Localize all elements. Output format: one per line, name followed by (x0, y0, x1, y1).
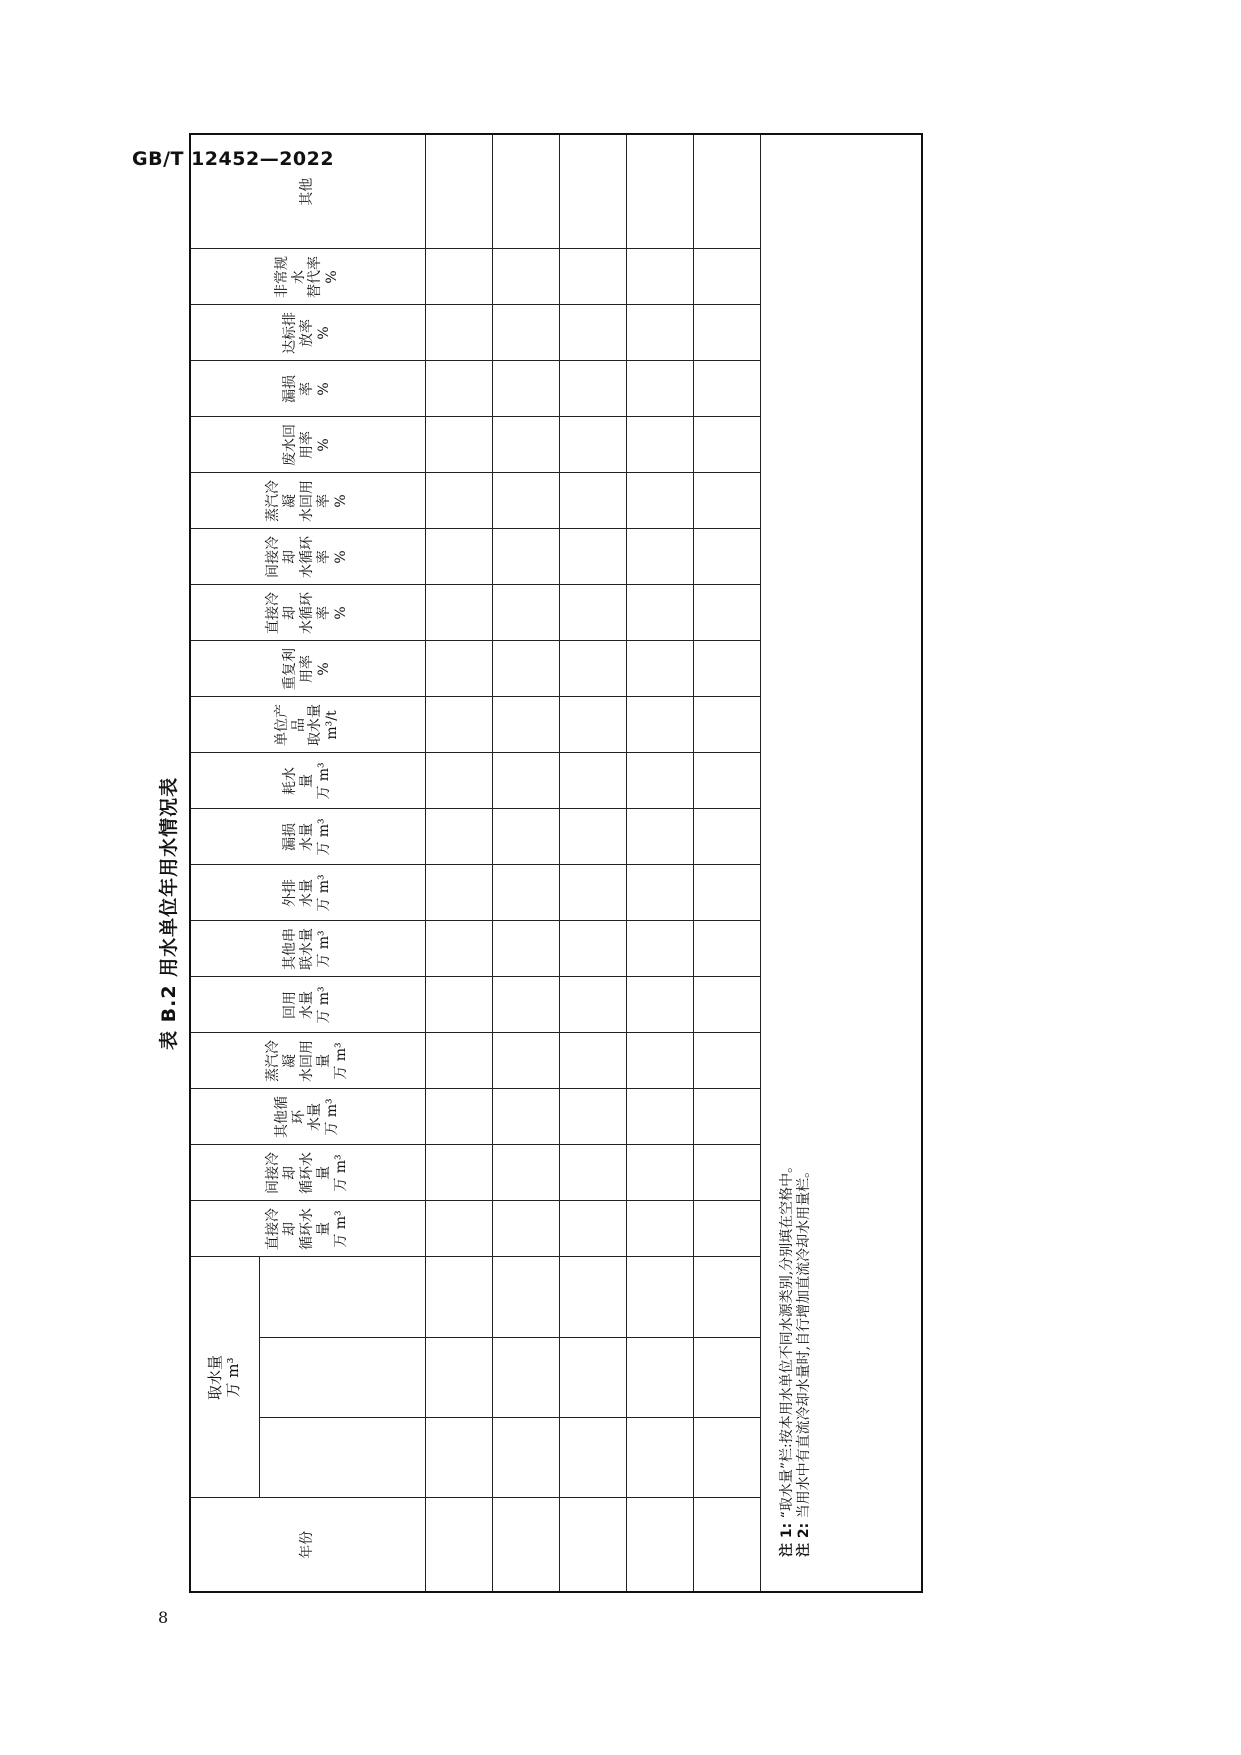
cell-intake-value[interactable] (694, 1258, 760, 1338)
cell-value[interactable] (559, 1089, 626, 1145)
water-usage-table (189, 133, 923, 1593)
header-line: 用率 (299, 431, 315, 459)
cell-value[interactable] (492, 134, 559, 249)
header-line: 万 m³ (315, 818, 332, 856)
cell-intake-value[interactable] (694, 1418, 760, 1498)
header-line: 其他循环 (273, 1096, 307, 1138)
cell-value[interactable] (492, 585, 559, 641)
cell-value[interactable] (693, 697, 760, 753)
cell-value[interactable] (559, 249, 626, 305)
header-col-13 (190, 473, 425, 529)
header-line: 外排 (282, 879, 299, 907)
cell-value[interactable] (559, 529, 626, 585)
table-row (492, 134, 559, 1592)
intake-source-subheader (259, 1418, 425, 1498)
cell-year[interactable] (626, 1498, 693, 1592)
cell-value[interactable] (492, 753, 559, 809)
cell-value[interactable] (425, 361, 492, 417)
cell-value[interactable] (693, 417, 760, 473)
cell-intake-value[interactable] (426, 1338, 492, 1418)
header-col-11 (190, 585, 425, 641)
cell-intake-value[interactable] (426, 1418, 492, 1498)
header-col-9 (190, 697, 425, 753)
header-line: 水循环率 (299, 536, 332, 578)
cell-intake-value[interactable] (694, 1338, 760, 1418)
cell-value[interactable] (425, 134, 492, 249)
cell-year[interactable] (693, 1498, 760, 1592)
header-line: % (315, 662, 332, 676)
cell-value[interactable] (626, 134, 693, 249)
cell-value[interactable] (693, 1201, 760, 1257)
cell-value[interactable] (559, 473, 626, 529)
cell-value[interactable] (693, 809, 760, 865)
water-usage-table-container (189, 177, 923, 1593)
cell-intake-value[interactable] (560, 1338, 626, 1418)
cell-value[interactable] (559, 1033, 626, 1089)
intake-source-subheader (259, 1338, 425, 1418)
header-col-12 (190, 529, 425, 585)
cell-value[interactable] (626, 249, 693, 305)
header-line: 万 m³ (315, 874, 332, 912)
header-line: % (332, 494, 349, 508)
table-row (626, 134, 693, 1592)
header-line: 量 (299, 774, 315, 788)
note-text: 当用水中有直流冷却水量时,自行增加直流冷却水用量栏。 (796, 1163, 812, 1519)
cell-value[interactable] (425, 305, 492, 361)
cell-intake-group (693, 1257, 760, 1498)
cell-year[interactable] (559, 1498, 626, 1592)
cell-value[interactable] (492, 361, 559, 417)
cell-value[interactable] (693, 305, 760, 361)
cell-value[interactable] (693, 753, 760, 809)
header-col-18 (190, 134, 425, 249)
table-header-row (190, 134, 425, 1592)
header-line: % (315, 438, 332, 452)
header-line: % (324, 270, 341, 284)
header-col-8 (190, 753, 425, 809)
header-line: 单位产品 (273, 704, 307, 746)
header-line: 漏损 (282, 375, 299, 403)
cell-value[interactable] (559, 585, 626, 641)
cell-intake-value[interactable] (493, 1258, 559, 1338)
cell-value[interactable] (425, 1033, 492, 1089)
header-line: 非常规水 (273, 256, 307, 298)
cell-value[interactable] (425, 921, 492, 977)
note-line (779, 145, 797, 1557)
cell-value[interactable] (626, 1201, 693, 1257)
cell-value[interactable] (492, 305, 559, 361)
note-label: 注 1: (778, 1522, 795, 1557)
header-line: 水量 (299, 823, 315, 851)
header-line: 万 m³ (315, 930, 332, 968)
header-line: 万 m³ (315, 986, 332, 1024)
intake-source-subheader (259, 1258, 425, 1338)
cell-value[interactable] (693, 585, 760, 641)
cell-value[interactable] (559, 865, 626, 921)
cell-value[interactable] (626, 305, 693, 361)
header-col-15 (190, 361, 425, 417)
header-line: 循环水量 (299, 1152, 332, 1194)
header-col-2 (190, 1089, 425, 1145)
cell-value[interactable] (693, 249, 760, 305)
cell-value[interactable] (693, 921, 760, 977)
cell-value[interactable] (425, 473, 492, 529)
header-col-16 (190, 305, 425, 361)
cell-value[interactable] (626, 417, 693, 473)
header-line: 水量 (299, 879, 315, 907)
cell-value[interactable] (425, 1201, 492, 1257)
intake-label-cell (191, 1258, 259, 1498)
cell-value[interactable] (559, 361, 626, 417)
header-line: 万 m³ (324, 1098, 341, 1136)
cell-value[interactable] (425, 1089, 492, 1145)
cell-value[interactable] (626, 529, 693, 585)
header-line: % (332, 606, 349, 620)
cell-value[interactable] (693, 865, 760, 921)
cell-value[interactable] (425, 753, 492, 809)
cell-value[interactable] (626, 1145, 693, 1201)
table-row (559, 134, 626, 1592)
header-line: 放率 (299, 319, 315, 347)
header-line: 间接冷却 (265, 536, 299, 578)
cell-value[interactable] (492, 1145, 559, 1201)
header-line: % (332, 550, 349, 564)
header-line: 蒸汽冷凝 (265, 1040, 299, 1082)
cell-value[interactable] (626, 473, 693, 529)
table-row (693, 134, 760, 1592)
header-line: 替代率 (307, 256, 324, 298)
cell-intake-group (626, 1257, 693, 1498)
header-year: 年份 (190, 1498, 425, 1592)
cell-intake-value[interactable] (560, 1418, 626, 1498)
header-line: 其他串 (282, 928, 299, 970)
page-number: 8 (158, 1608, 169, 1627)
cell-value[interactable] (626, 1033, 693, 1089)
cell-intake-value[interactable] (627, 1418, 693, 1498)
cell-value[interactable] (492, 977, 559, 1033)
cell-value[interactable] (425, 697, 492, 753)
cell-value[interactable] (693, 473, 760, 529)
cell-value[interactable] (559, 305, 626, 361)
header-line: 万 m³ (315, 762, 332, 800)
header-line: 重复利 (282, 648, 299, 690)
cell-value[interactable] (693, 529, 760, 585)
cell-value[interactable] (626, 753, 693, 809)
cell-year[interactable] (492, 1498, 559, 1592)
header-line: 循环水量 (299, 1208, 332, 1250)
cell-value[interactable] (559, 977, 626, 1033)
cell-value[interactable] (559, 134, 626, 249)
cell-value[interactable] (559, 921, 626, 977)
cell-value[interactable] (626, 977, 693, 1033)
cell-value[interactable] (559, 753, 626, 809)
cell-value[interactable] (425, 1145, 492, 1201)
cell-value[interactable] (559, 697, 626, 753)
cell-intake-value[interactable] (560, 1258, 626, 1338)
header-line: 万 m³ (332, 1154, 349, 1192)
cell-value[interactable] (492, 473, 559, 529)
intake-unit: 万 m³ (224, 1357, 242, 1398)
header-line: 水量 (307, 1103, 324, 1131)
note-label: 注 2: (796, 1522, 812, 1557)
cell-value[interactable] (693, 641, 760, 697)
cell-value[interactable] (693, 1145, 760, 1201)
header-col-14 (190, 417, 425, 473)
cell-value[interactable] (626, 921, 693, 977)
cell-value[interactable] (425, 977, 492, 1033)
cell-value[interactable] (425, 249, 492, 305)
table-notes-row (760, 134, 922, 1592)
header-col-5 (190, 921, 425, 977)
header-line: 直接冷却 (265, 592, 299, 634)
cell-value[interactable] (693, 1033, 760, 1089)
cell-value[interactable] (626, 697, 693, 753)
cell-intake-group (559, 1257, 626, 1498)
cell-value[interactable] (425, 585, 492, 641)
cell-value[interactable] (693, 1089, 760, 1145)
cell-value[interactable] (425, 641, 492, 697)
cell-intake-value[interactable] (426, 1258, 492, 1338)
cell-value[interactable] (626, 585, 693, 641)
header-line: 回用 (282, 991, 299, 1019)
header-line: 达标排 (282, 312, 299, 354)
intake-label: 取水量 (206, 1355, 224, 1401)
header-line: 水量 (299, 991, 315, 1019)
cell-value[interactable] (492, 809, 559, 865)
cell-intake-group (492, 1257, 559, 1498)
header-line: 万 m³ (332, 1210, 349, 1248)
header-col-1 (190, 1145, 425, 1201)
cell-intake-value[interactable] (493, 1418, 559, 1498)
cell-value[interactable] (492, 1033, 559, 1089)
table-notes (760, 134, 922, 1592)
cell-value[interactable] (626, 865, 693, 921)
cell-value[interactable] (425, 417, 492, 473)
cell-value[interactable] (492, 1201, 559, 1257)
header-col-17 (190, 249, 425, 305)
note-text: “取水量”栏:按本用水单位不同水源类别,分别填在空格中。 (778, 1158, 795, 1519)
header-line: 水回用率 (299, 480, 332, 522)
header-line: 间接冷却 (265, 1152, 299, 1194)
cell-value[interactable] (492, 641, 559, 697)
header-line: 水回用量 (299, 1040, 332, 1082)
header-col-4 (190, 977, 425, 1033)
cell-value[interactable] (492, 921, 559, 977)
cell-value[interactable] (559, 417, 626, 473)
header-col-0 (190, 1201, 425, 1257)
header-line: 耗水 (282, 767, 299, 795)
cell-value[interactable] (559, 641, 626, 697)
cell-value[interactable] (492, 249, 559, 305)
cell-value[interactable] (693, 361, 760, 417)
header-col-3 (190, 1033, 425, 1089)
cell-value[interactable] (492, 865, 559, 921)
cell-value[interactable] (626, 809, 693, 865)
table-title: 表 B.2 用水单位年用水情况表 (158, 776, 180, 1050)
header-line: 取水量 (307, 704, 324, 746)
header-line: 直接冷却 (265, 1208, 299, 1250)
cell-value[interactable] (492, 529, 559, 585)
cell-value[interactable] (425, 809, 492, 865)
header-line: 万 m³ (332, 1042, 349, 1080)
cell-value[interactable] (559, 1201, 626, 1257)
cell-value[interactable] (492, 697, 559, 753)
header-line: 率 (299, 382, 315, 396)
header-line: 其他 (299, 177, 315, 206)
header-intake (190, 1257, 425, 1498)
header-col-7 (190, 809, 425, 865)
table-row (425, 134, 492, 1592)
cell-year[interactable] (425, 1498, 492, 1592)
cell-value[interactable] (492, 1089, 559, 1145)
cell-value[interactable] (425, 529, 492, 585)
header-line: 蒸汽冷凝 (265, 480, 299, 522)
header-line: m³/t (324, 710, 341, 740)
cell-value[interactable] (559, 1145, 626, 1201)
header-line: % (315, 382, 332, 396)
cell-value[interactable] (626, 1089, 693, 1145)
cell-value[interactable] (626, 641, 693, 697)
header-line: 废水回 (282, 424, 299, 466)
cell-value[interactable] (693, 977, 760, 1033)
document-id: GB/T 12452—2022 (132, 148, 335, 170)
header-line: 漏损 (282, 823, 299, 851)
cell-value[interactable] (693, 134, 760, 249)
cell-value[interactable] (626, 361, 693, 417)
header-line: % (315, 326, 332, 340)
cell-intake-group (425, 1257, 492, 1498)
header-col-10 (190, 641, 425, 697)
cell-intake-value[interactable] (627, 1338, 693, 1418)
note-line (796, 145, 814, 1557)
header-line: 联水量 (299, 928, 315, 970)
header-line: 用率 (299, 655, 315, 683)
cell-value[interactable] (559, 809, 626, 865)
header-line: 水循环率 (299, 592, 332, 634)
cell-intake-value[interactable] (493, 1338, 559, 1418)
header-col-6 (190, 865, 425, 921)
cell-value[interactable] (492, 417, 559, 473)
cell-intake-value[interactable] (627, 1258, 693, 1338)
cell-value[interactable] (425, 865, 492, 921)
